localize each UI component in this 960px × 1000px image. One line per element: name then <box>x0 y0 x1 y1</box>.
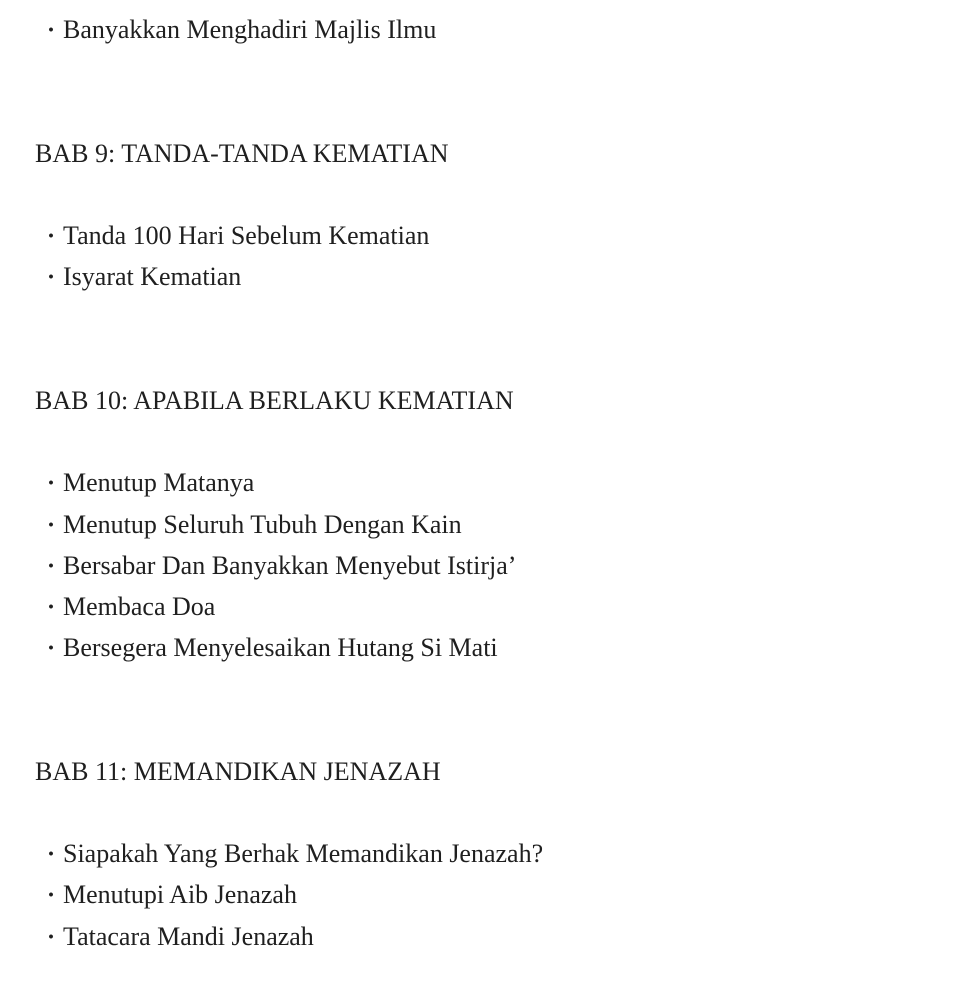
list-item <box>40 880 297 911</box>
list-item <box>40 839 543 870</box>
bullet-icon: ・ <box>40 595 63 620</box>
list-item <box>40 633 498 664</box>
list-item-label: Bersabar Dan Banyakkan Menyebut Istirja’ <box>63 551 517 580</box>
list-item-label: Menutupi Aib Jenazah <box>63 880 297 909</box>
bullet-icon: ・ <box>40 883 63 908</box>
list-item-label: Bersegera Menyelesaikan Hutang Si Mati <box>63 633 498 662</box>
list-item <box>40 510 462 541</box>
bullet-icon: ・ <box>40 636 63 661</box>
list-item-label: Banyakkan Menghadiri Majlis Ilmu <box>63 15 437 44</box>
chapter-heading: BAB 11: MEMANDIKAN JENAZAH <box>35 757 441 786</box>
chapter-heading: BAB 10: APABILA BERLAKU KEMATIAN <box>35 386 514 415</box>
list-item-label: Tatacara Mandi Jenazah <box>63 922 314 951</box>
list-item <box>40 221 429 252</box>
list-item-label: Isyarat Kematian <box>63 262 242 291</box>
list-item-label: Siapakah Yang Berhak Memandikan Jenazah? <box>63 839 544 868</box>
list-item <box>40 15 436 46</box>
list-item <box>40 468 254 499</box>
list-item <box>40 551 516 582</box>
bullet-icon: ・ <box>40 224 63 249</box>
bullet-icon: ・ <box>40 554 63 579</box>
bullet-icon: ・ <box>40 925 63 950</box>
list-item-label: Membaca Doa <box>63 592 216 621</box>
bullet-icon: ・ <box>40 471 63 496</box>
clipped-previous-line <box>40 0 47 6</box>
bullet-icon: ・ <box>40 842 63 867</box>
list-item <box>40 262 241 293</box>
list-item-label: Menutup Seluruh Tubuh Dengan Kain <box>63 510 462 539</box>
bullet-icon: ・ <box>40 265 63 290</box>
chapter-heading: BAB 9: TANDA-TANDA KEMATIAN <box>35 139 449 168</box>
list-item-label: Tanda 100 Hari Sebelum Kematian <box>63 221 430 250</box>
list-item-label: Menutup Matanya <box>63 468 255 497</box>
list-item <box>40 592 215 623</box>
list-item <box>40 922 314 953</box>
bullet-icon: ・ <box>40 18 63 43</box>
bullet-icon: ・ <box>40 513 63 538</box>
